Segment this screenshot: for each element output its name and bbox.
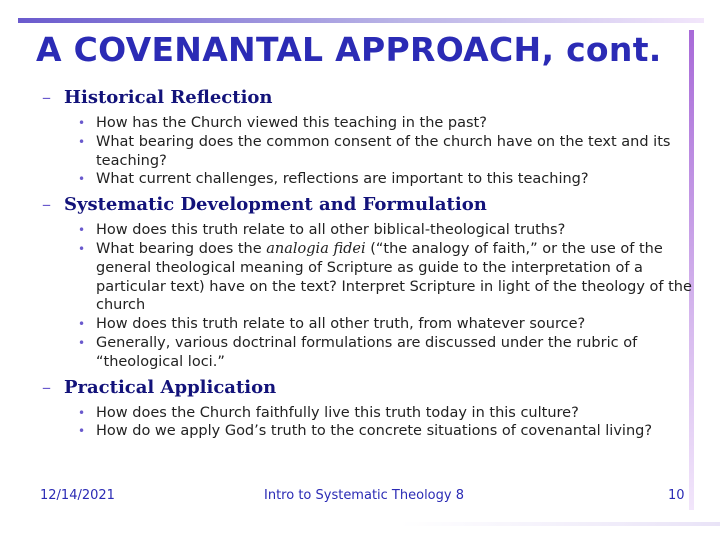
bullet-item (78, 133, 716, 171)
bullet-text: How has the Church viewed this teaching in the past? (96, 115, 487, 131)
bullet-marker: • (78, 335, 86, 350)
bullet-text: How does this truth relate to all other biblical-theological truths? (96, 222, 566, 239)
bullet-list (78, 404, 692, 442)
bullet-text: Generally, various doctrinal formulations are discussed under the rubric of “theological loci.” (96, 334, 638, 370)
bullet-marker: • (78, 223, 86, 238)
bullet-item (78, 240, 716, 315)
dash-marker: – (42, 194, 51, 216)
bullet-marker: • (78, 116, 86, 130)
section-heading-text: Historical Reflection (64, 87, 273, 108)
slide-title: A COVENANTAL APPROACH, cont. (36, 30, 662, 69)
bullet-text-emphasis: analogia fidei (266, 240, 366, 257)
bullet-list (78, 114, 692, 189)
bullet-text: How does the Church faithfully live this truth today in this culture? (96, 404, 579, 421)
bullet-text: How do we apply God’s truth to the concrete situations of covenantal living? (96, 423, 653, 440)
section-practical-application (42, 376, 692, 442)
bullet-marker: • (78, 317, 86, 332)
section-heading (42, 86, 692, 110)
section-heading (42, 193, 692, 217)
bullet-item (78, 170, 716, 189)
bullet-item (78, 334, 716, 372)
footer-course-title: Intro to Systematic Theology 8 (264, 488, 464, 503)
bullet-text: What current challenges, reflections are important to this teaching? (96, 171, 589, 188)
bullet-marker: • (78, 424, 86, 439)
bullet-item (78, 221, 716, 240)
bullet-marker: • (78, 405, 86, 420)
section-heading-text: Systematic Development and Formulation (64, 194, 487, 216)
slide-content (42, 86, 692, 445)
bullet-item (78, 404, 716, 423)
footer-date: 12/14/2021 (40, 488, 115, 503)
bullet-text: What bearing does the common consent of the church have on the text and its teaching? (96, 133, 671, 169)
bullet-item (78, 114, 716, 133)
bullet-text-before: What bearing does the (96, 240, 267, 257)
dash-marker: – (42, 376, 51, 398)
bullet-marker: • (78, 134, 86, 149)
bullet-item (78, 315, 716, 334)
bullet-text (96, 241, 692, 313)
section-systematic-development (42, 193, 692, 371)
bottom-border-decoration (400, 522, 720, 526)
section-heading-text: Practical Application (64, 376, 277, 398)
bullet-marker: • (78, 241, 86, 256)
section-heading (42, 376, 692, 400)
bullet-text-after: (“the analogy of faith,” or the use of the general theological meaning of Scripture as guide to the interpretation of a particular text) have on the text? Interpret Scripture in light of the theology of the church (96, 240, 692, 314)
section-historical-reflection (42, 86, 692, 189)
top-border-decoration (18, 18, 704, 23)
bullet-marker: • (78, 172, 86, 187)
bullet-text: How does this truth relate to all other truth, from whatever source? (96, 316, 586, 333)
dash-marker: – (42, 87, 51, 108)
bullet-list (78, 221, 692, 371)
slide-number: 10 (668, 488, 685, 503)
bullet-item (78, 422, 716, 441)
